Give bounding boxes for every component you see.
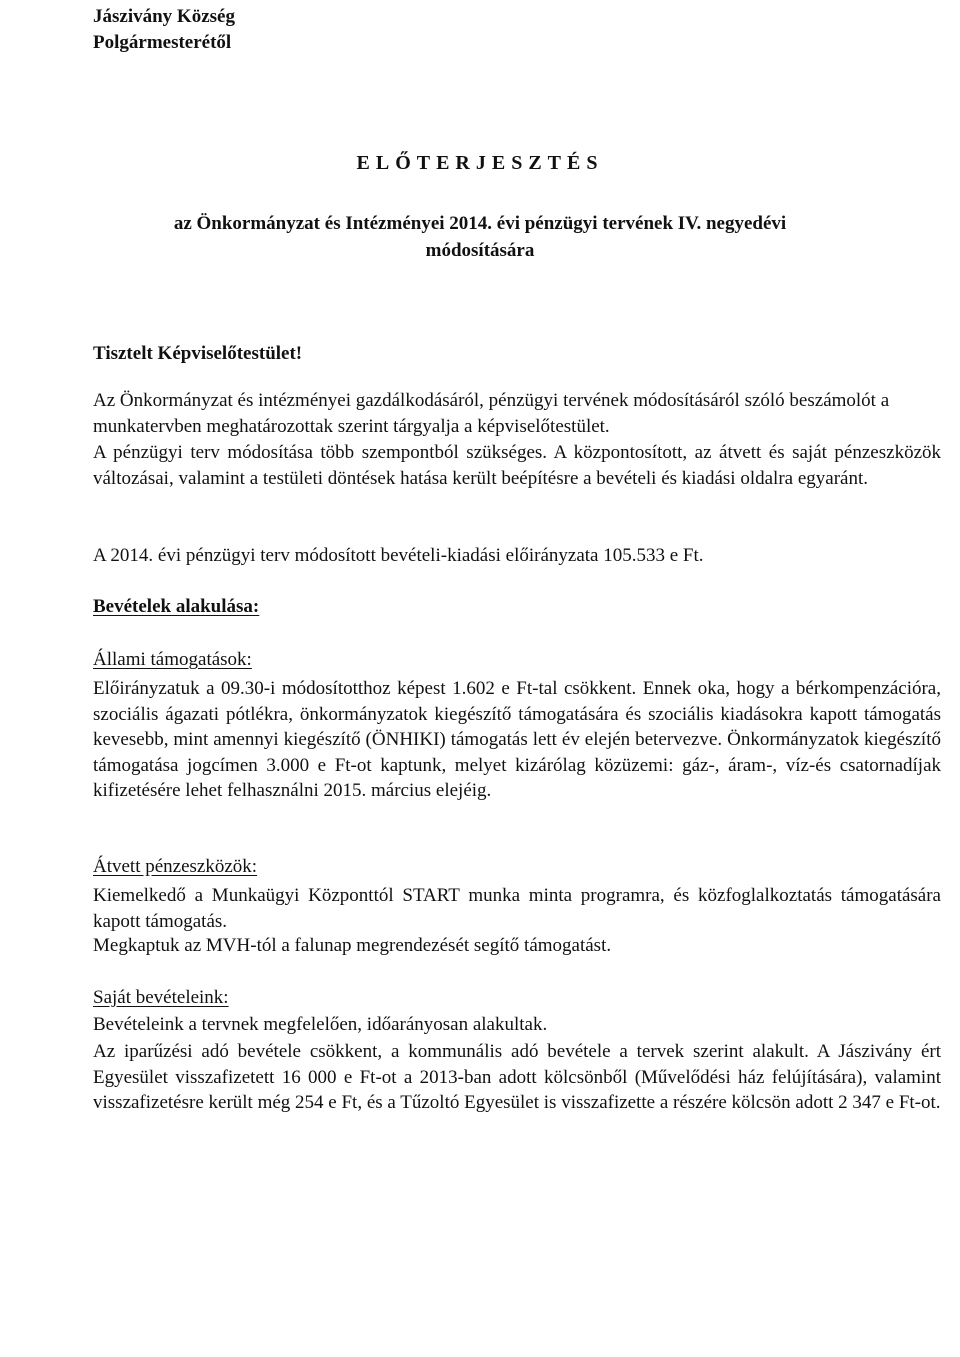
subheading-transferred-funds: Átvett pénzeszközök: xyxy=(93,856,258,877)
salutation: Tisztelt Képviselőtestület! xyxy=(93,343,303,364)
section-heading-revenue: Bevételek alakulása: xyxy=(93,596,260,617)
state-support-text: Előirányzatuk a 09.30-i módosítotthoz képest 1.602 e Ft-tal csökkent. Ennek oka, hogy a bérkompenzációra, szociális ágazati pótlékra, önkormányzatok kiegészítő támogatására és szociális kiadásokra kapott támogatás kevesebb, mint amennyi kiegészítő (ÖNHIKI) támogatás lett év elején betervezve. Önkormányzatok kiegészítő támogatása jogcímen 3.000 e Ft-ot kaptunk, melyet kizárólag közüzemi: gáz-, áram-, víz-és csatornadíjak kifizetésére lehet felhasználni 2015. március elejéig. xyxy=(93,678,941,801)
sender-municipality: Jászivány Község xyxy=(93,6,235,27)
document-subtitle: az Önkormányzat és Intézményei 2014. évi pénzügyi tervének IV. negyedévi módosítására xyxy=(173,213,787,261)
own-revenue-text-1: Bevételeink a tervnek megfelelően, időarányosan alakultak. xyxy=(93,1014,548,1035)
transferred-funds-text-2: Megkaptuk az MVH-tól a falunap megrendezését segítő támogatást. xyxy=(93,935,612,956)
intro-paragraph-3: A 2014. évi pénzügyi terv módosított bevételi-kiadási előirányzata 105.533 e Ft. xyxy=(93,545,704,566)
transferred-funds-text-1: Kiemelkedő a Munkaügyi Központtól START munka minta programra, és közfoglalkoztatás támogatására kapott támogatás. xyxy=(93,885,941,932)
subheading-own-revenue: Saját bevételeink: xyxy=(93,987,229,1008)
intro-paragraph-1: Az Önkormányzat és intézményei gazdálkodásáról, pénzügyi tervének módosításáról szóló beszámolót a munkatervben meghatározottak szerint tárgyalja a képviselőtestület. xyxy=(93,390,890,437)
sender-office: Polgármesterétől xyxy=(93,32,232,53)
own-revenue-text-2: Az iparűzési adó bevétele csökkent, a kommunális adó bevétele a tervek szerint alakult. A Jászivány ért Egyesület visszafizetett 16 000 e Ft-ot a 2013-ban adott kölcsönből (Művelődési ház felújítására), valamint visszafizetésre került még 254 e Ft, és a Tűzoltó Egyesület is visszafizette a részére kölcsön adott 2 347 e Ft-ot. xyxy=(93,1041,941,1113)
document-title: ELŐTERJESZTÉS xyxy=(356,152,604,174)
subheading-state-support: Állami támogatások: xyxy=(93,649,252,670)
intro-paragraph-2: A pénzügyi terv módosítása több szempontból szükséges. A központosított, az átvett és saját pénzeszközök változásai, valamint a testületi döntések hatása került beépítésre a bevételi és kiadási oldalra egyaránt. xyxy=(93,442,941,489)
